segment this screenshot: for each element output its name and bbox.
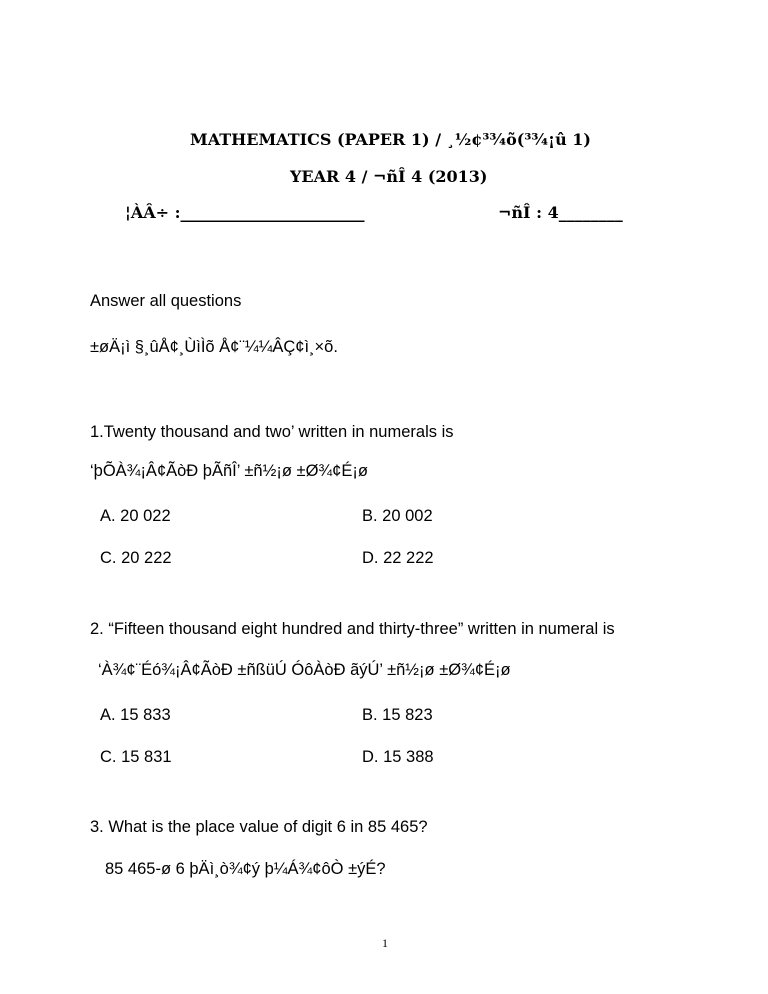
question-2-tamil: ‘À¾¢¨Éó¾¡Â¢ÃòÐ ±ñßüÚ ÓôÀòÐ ãýÚ’ ±ñ½¡ø ±Ø¾¢É¡ø xyxy=(98,661,511,679)
question-1-option-a: A. 20 022 xyxy=(100,507,171,525)
name-field-label: ¦ÀÂ÷ :_______________________ xyxy=(125,203,365,222)
question-1-tamil: ‘þÕÀ¾¡Â¢ÃòÐ þÃñÎ’ ±ñ½¡ø ±Ø¾¢É¡ø xyxy=(90,462,368,480)
question-2-option-b: B. 15 823 xyxy=(362,706,433,724)
question-1-option-b: B. 20 002 xyxy=(362,507,433,525)
page-number: 1 xyxy=(382,936,388,950)
paper-title: MATHEMATICS (PAPER 1) / ¸½¢³¾õ(³¾¡û 1) xyxy=(190,130,591,149)
instruction-english: Answer all questions xyxy=(90,292,242,310)
question-2-option-d: D. 15 388 xyxy=(362,748,434,766)
class-field-label: ¬ñÎ : 4________ xyxy=(498,203,623,222)
instruction-tamil: ±øÄ¡ì §¸ûÅ¢¸ÙìÌõ Å¢¨¼¼ÂÇ¢ì¸×õ. xyxy=(90,338,338,356)
question-3-text: 3. What is the place value of digit 6 in 85 465? xyxy=(90,818,428,836)
question-1-option-d: D. 22 222 xyxy=(362,549,434,567)
year-label: YEAR 4 / ¬ñÎ 4 (2013) xyxy=(290,167,488,186)
question-2-option-a: A. 15 833 xyxy=(100,706,171,724)
question-1-text: 1.Twenty thousand and two’ written in numerals is xyxy=(90,423,454,441)
question-2-option-c: C. 15 831 xyxy=(100,748,172,766)
question-3-tamil: 85 465-ø 6 þÄì¸ò¾¢ý þ¼Á¾¢ôÒ ±ýÉ? xyxy=(105,860,386,878)
question-1-option-c: C. 20 222 xyxy=(100,549,172,567)
question-2-text: 2. “Fifteen thousand eight hundred and thirty-three” written in numeral is xyxy=(90,620,615,638)
